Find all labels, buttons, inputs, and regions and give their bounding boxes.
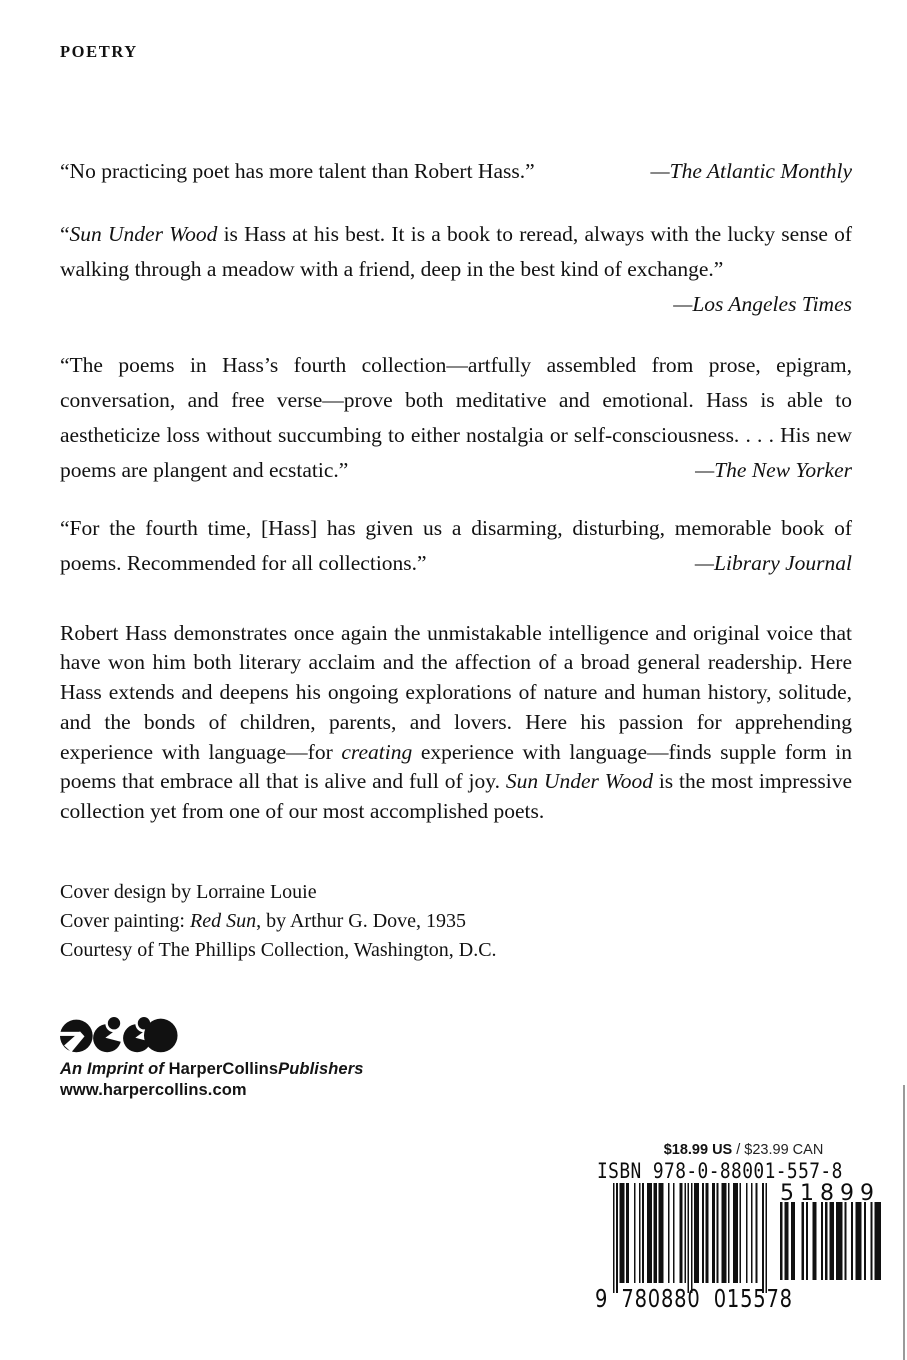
scan-edge-line (903, 1085, 905, 1360)
quote-attribution: —The Atlantic Monthly (650, 158, 852, 183)
quote-text: “The poems in Hass’s fourth collection—artfully assembled from prose, epigram, conversation, and free verse—prove both meditative and emotional. Hass is able to aestheticize loss without succumbing to either nostalgia or self-consciousness. . . . His new poems are plangent and ecstatic.” (60, 352, 852, 482)
isbn-label: ISBN 978-0-88001-557-8 (597, 1159, 843, 1183)
ean5-addon-barcode (778, 1202, 881, 1280)
quote-text: “Sun Under Wood is Hass at his best. It is a book to reread, always with the lucky sense of walking through a meadow with a friend, deep in the best kind of exchange.” (60, 221, 853, 281)
price-can: / $23.99 CAN (732, 1142, 824, 1158)
review-quote-atlantic (60, 154, 852, 189)
barcode-box (583, 1097, 904, 1360)
quote-attribution: —The New Yorker (695, 457, 852, 482)
book-description: Robert Hass demonstrates once again the unmistakable intelligence and original voice that have won him both literary acclaim and the affection of a broad general readership. Here Hass extends and deepens his ongoing explorations of nature and human history, solitude, and the bonds of children, parents, and lovers. Here his passion for apprehending experience with language—for creating experience with language—finds supple form in poems that embrace all that is alive and full of joy. Sun Under Wood is the most impressive collection yet from one of our most accomplished poets. (60, 620, 852, 824)
category-label: POETRY (60, 42, 138, 61)
credit-courtesy: Courtesy of The Phillips Collection, Washington, D.C. (60, 939, 497, 961)
review-quote-library-journal (60, 511, 852, 581)
ean13-barcode (613, 1183, 767, 1293)
quote-attribution: —Los Angeles Times (673, 291, 852, 316)
publisher-block (60, 1016, 480, 1100)
quote-text: “No practicing poet has more talent than Robert Hass.” (60, 158, 535, 183)
price-line (583, 1142, 904, 1158)
credit-cover-painting: Cover painting: Red Sun, by Arthur G. Dove, 1935 (60, 910, 467, 932)
ecco-logo (60, 1016, 178, 1054)
review-quote-la-times (60, 217, 852, 322)
publisher-website: www.harpercollins.com (60, 1081, 247, 1099)
imprint-line: An Imprint of HarperCollinsPublishers (60, 1060, 364, 1078)
price-us: $18.99 US (663, 1142, 733, 1158)
quote-attribution: —Library Journal (694, 550, 852, 575)
review-quote-new-yorker (60, 348, 852, 488)
quote-text: “For the fourth time, [Hass] has given us a disarming, disturbing, memorable book of poems. Recommended for all collections.” (60, 515, 852, 575)
credit-cover-design: Cover design by Lorraine Louie (60, 881, 317, 903)
addon-digits: 51899 (780, 1181, 880, 1206)
barcode-digits: 9 780880 015578 (595, 1284, 793, 1313)
